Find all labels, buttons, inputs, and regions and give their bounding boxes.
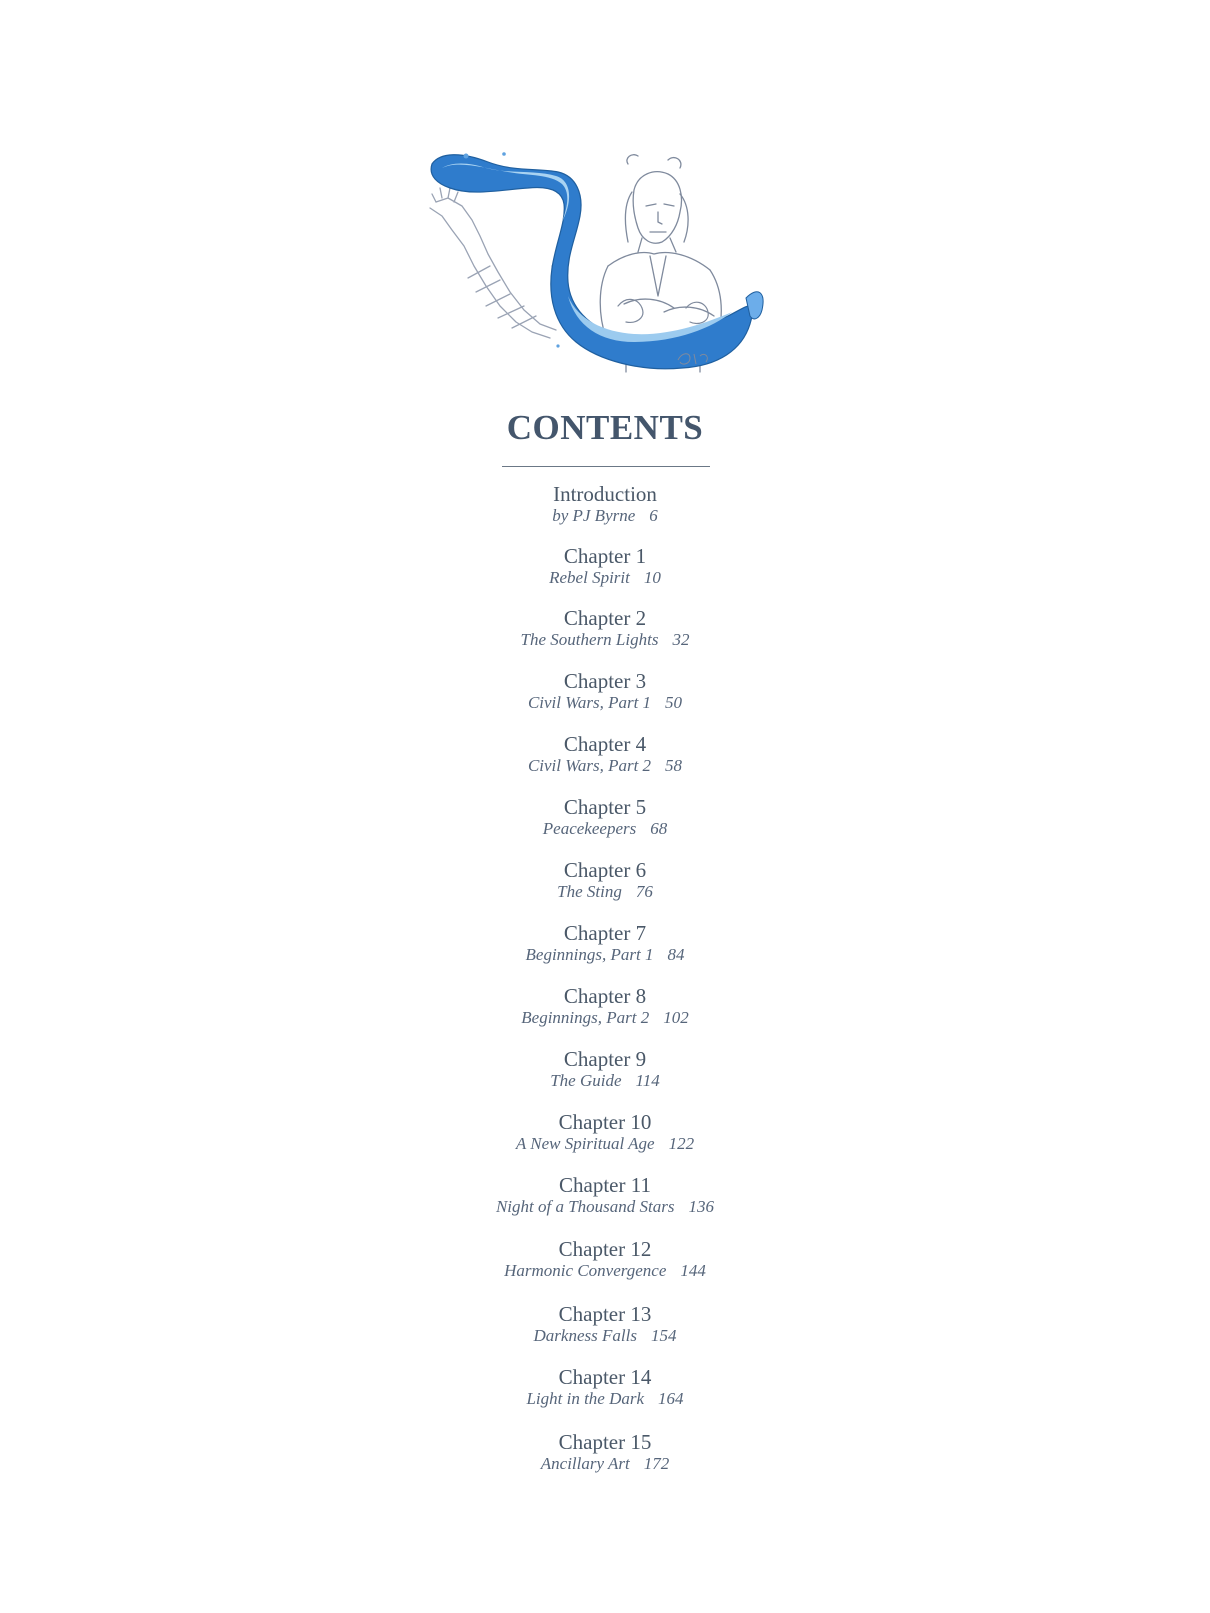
toc-entry-chapter-1[interactable]	[0, 544, 1210, 588]
toc-heading: Chapter 14	[558, 1365, 652, 1389]
toc-subtitle: Civil Wars, Part 2	[527, 756, 652, 775]
toc-page-number: 144	[680, 1261, 706, 1280]
toc-subtitle-line	[0, 693, 1210, 713]
toc-page-number: 32	[672, 630, 690, 649]
toc-subtitle: Harmonic Convergence	[504, 1261, 667, 1280]
toc-entry-chapter-3[interactable]	[0, 669, 1210, 713]
toc-heading: Chapter 3	[563, 669, 647, 693]
toc-subtitle-line	[0, 1071, 1210, 1091]
toc-subtitle: Beginnings, Part 2	[521, 1008, 650, 1027]
toc-heading: Chapter 12	[558, 1237, 652, 1261]
toc-heading: Chapter 4	[563, 732, 647, 756]
toc-page-number: 154	[650, 1326, 677, 1345]
toc-page-number: 164	[658, 1389, 684, 1408]
toc-page-number: 172	[643, 1454, 670, 1473]
toc-heading: Chapter 8	[563, 984, 647, 1008]
toc-subtitle-line	[0, 1134, 1210, 1154]
toc-subtitle: by PJ Byrne	[552, 506, 636, 525]
toc-heading: Introduction	[553, 482, 657, 506]
toc-heading: Chapter 9	[563, 1047, 647, 1071]
toc-heading: Chapter 11	[559, 1173, 651, 1197]
toc-subtitle-line	[0, 945, 1210, 965]
toc-page-number: 58	[665, 756, 683, 775]
title-divider	[502, 466, 710, 467]
toc-entry-chapter-8[interactable]	[0, 984, 1210, 1028]
toc-page-number: 114	[635, 1071, 660, 1090]
toc-page-number: 102	[663, 1008, 689, 1027]
toc-subtitle: Civil Wars, Part 1	[527, 693, 652, 712]
toc-heading: Chapter 15	[558, 1430, 652, 1454]
toc-page-number: 136	[688, 1197, 715, 1216]
toc-subtitle-line	[0, 1326, 1210, 1346]
toc-heading: Chapter 7	[563, 921, 647, 945]
character-water-illustration	[428, 146, 788, 378]
water-ribbon	[431, 152, 763, 369]
toc-entry-chapter-12[interactable]	[0, 1237, 1210, 1281]
toc-page-number: 68	[650, 819, 668, 838]
toc-entry-chapter-10[interactable]	[0, 1110, 1210, 1154]
toc-subtitle-line	[0, 1261, 1210, 1281]
toc-heading: Chapter 10	[558, 1110, 652, 1134]
toc-entry-chapter-4[interactable]	[0, 732, 1210, 776]
toc-page-number: 6	[649, 506, 658, 525]
toc-subtitle: Beginnings, Part 1	[525, 945, 654, 964]
toc-page-number: 84	[667, 945, 685, 964]
toc-entry-chapter-6[interactable]	[0, 858, 1210, 902]
toc-entry-chapter-11[interactable]	[0, 1173, 1210, 1217]
toc-subtitle-line	[0, 882, 1210, 902]
toc-entry-chapter-15[interactable]	[0, 1430, 1210, 1474]
toc-subtitle-line	[0, 756, 1210, 776]
toc-heading: Chapter 2	[563, 606, 647, 630]
toc-heading: Chapter 13	[558, 1302, 652, 1326]
toc-subtitle-line	[0, 1008, 1210, 1028]
toc-subtitle: The Sting	[557, 882, 622, 901]
hands-sketch	[618, 299, 708, 323]
toc-subtitle: Peacekeepers	[542, 819, 637, 838]
toc-subtitle-line	[0, 568, 1210, 588]
toc-heading: Chapter 5	[563, 795, 647, 819]
toc-entry-introduction[interactable]	[0, 482, 1210, 526]
toc-page-number: 50	[665, 693, 683, 712]
toc-subtitle: Night of a Thousand Stars	[495, 1197, 675, 1216]
toc-subtitle: Rebel Spirit	[549, 568, 630, 587]
contents-title: CONTENTS	[506, 408, 704, 447]
toc-subtitle: The Southern Lights	[520, 630, 659, 649]
toc-entry-chapter-7[interactable]	[0, 921, 1210, 965]
toc-page-number: 76	[635, 882, 653, 901]
toc-page-number: 122	[668, 1134, 695, 1153]
toc-entry-chapter-2[interactable]	[0, 606, 1210, 650]
toc-page-number: 10	[643, 568, 661, 587]
toc-entry-chapter-9[interactable]	[0, 1047, 1210, 1091]
toc-heading: Chapter 1	[563, 544, 647, 568]
toc-subtitle: Ancillary Art	[540, 1454, 630, 1473]
toc-subtitle: Light in the Dark	[526, 1389, 645, 1408]
toc-subtitle-line	[0, 1454, 1210, 1474]
toc-subtitle-line	[0, 506, 1210, 526]
toc-subtitle-line	[0, 1197, 1210, 1217]
toc-subtitle: The Guide	[550, 1071, 622, 1090]
toc-subtitle-line	[0, 1389, 1210, 1409]
toc-subtitle: A New Spiritual Age	[515, 1134, 655, 1153]
toc-subtitle: Darkness Falls	[533, 1326, 637, 1345]
toc-entry-chapter-14[interactable]	[0, 1365, 1210, 1409]
toc-entry-chapter-13[interactable]	[0, 1302, 1210, 1346]
toc-subtitle-line	[0, 630, 1210, 650]
toc-entry-chapter-5[interactable]	[0, 795, 1210, 839]
toc-heading: Chapter 6	[563, 858, 647, 882]
toc-subtitle-line	[0, 819, 1210, 839]
